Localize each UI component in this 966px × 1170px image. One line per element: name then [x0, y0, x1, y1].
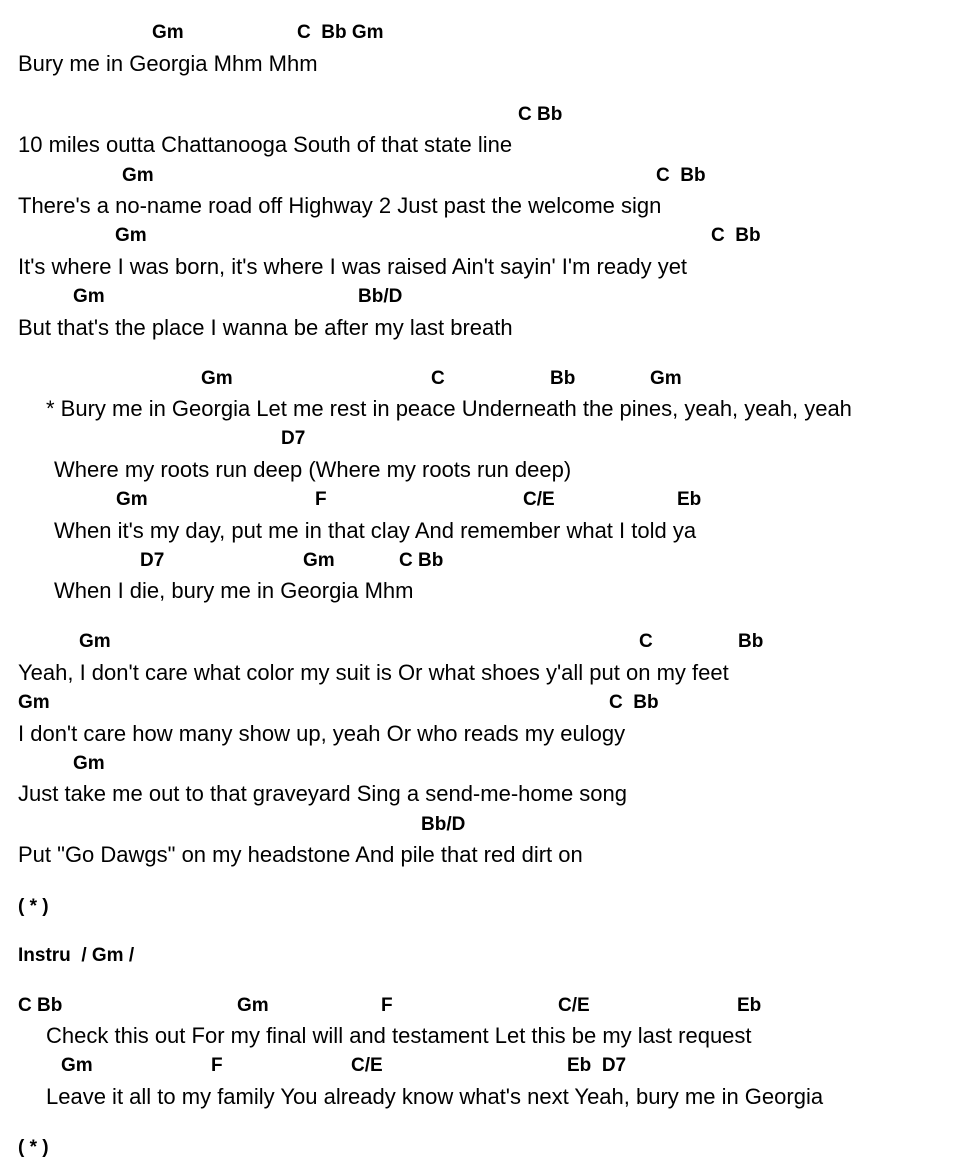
lyric-line: Check this out For my final will and testament Let this be my last request — [46, 1023, 752, 1048]
chord: Gm — [79, 631, 111, 652]
chord: Gm — [201, 368, 233, 389]
instrumental-marker: Instru / Gm / — [18, 945, 135, 966]
chord: Gm — [61, 1055, 93, 1076]
chord: C/E — [523, 489, 555, 510]
lyric-line: I don't care how many show up, yeah Or who reads my eulogy — [18, 721, 626, 746]
lyric-line: It's where I was born, it's where I was raised Ain't sayin' I'm ready yet — [18, 254, 688, 279]
chord: Gm — [18, 692, 50, 713]
chord: Gm — [73, 286, 105, 307]
chord: F — [315, 489, 327, 510]
lyric-line: There's a no-name road off Highway 2 Just past the welcome sign — [18, 193, 662, 218]
lyric-line: Leave it all to my family You already know what's next Yeah, bury me in Georgia — [46, 1084, 824, 1109]
chord: Gm — [303, 550, 335, 571]
lyric-line: Bury me in Georgia Mhm Mhm — [18, 51, 318, 76]
chord: D7 — [281, 428, 306, 449]
lyric-line: When it's my day, put me in that clay And remember what I told ya — [54, 518, 697, 543]
lyric-line: * Bury me in Georgia Let me rest in peace Underneath the pines, yeah, yeah, yeah — [46, 396, 852, 421]
repeat-chorus-marker: ( * ) — [18, 1137, 49, 1158]
chord: Gm — [73, 753, 105, 774]
chord: Gm — [115, 225, 147, 246]
chord: Bb — [738, 631, 764, 652]
chord: Eb — [677, 489, 702, 510]
repeat-chorus-marker: ( * ) — [18, 896, 49, 917]
chord: C Bb — [711, 225, 761, 246]
chord: C Bb — [609, 692, 659, 713]
chord: Gm — [152, 22, 184, 43]
chord: C Bb — [656, 165, 706, 186]
chord: C — [639, 631, 653, 652]
chord: C Bb — [18, 995, 63, 1016]
lyric-line: Just take me out to that graveyard Sing a send-me-home song — [18, 781, 627, 806]
lyric-line: When I die, bury me in Georgia Mhm — [54, 578, 414, 603]
chord: Gm — [116, 489, 148, 510]
chord: C — [431, 368, 445, 389]
lyric-line: Yeah, I don't care what color my suit is Or what shoes y'all put on my feet — [18, 660, 729, 685]
chord: C Bb Gm — [297, 22, 384, 43]
chord: C Bb — [399, 550, 444, 571]
chord: Eb — [737, 995, 762, 1016]
chord: Bb/D — [358, 286, 403, 307]
chord: C/E — [351, 1055, 383, 1076]
chord: Gm — [650, 368, 682, 389]
chord: F — [211, 1055, 223, 1076]
chord: D7 — [140, 550, 165, 571]
chord: Eb D7 — [567, 1055, 627, 1076]
lyric-line: Where my roots run deep (Where my roots run deep) — [54, 457, 572, 482]
chord: F — [381, 995, 393, 1016]
chord: Gm — [237, 995, 269, 1016]
lyric-line: 10 miles outta Chattanooga South of that state line — [18, 132, 513, 157]
lyric-line: Put "Go Dawgs" on my headstone And pile that red dirt on — [18, 842, 583, 867]
chord: Bb — [550, 368, 576, 389]
lyric-line: But that's the place I wanna be after my last breath — [18, 315, 513, 340]
chord: C Bb — [518, 104, 563, 125]
chord: Gm — [122, 165, 154, 186]
chord: Bb/D — [421, 814, 466, 835]
chord: C/E — [558, 995, 590, 1016]
